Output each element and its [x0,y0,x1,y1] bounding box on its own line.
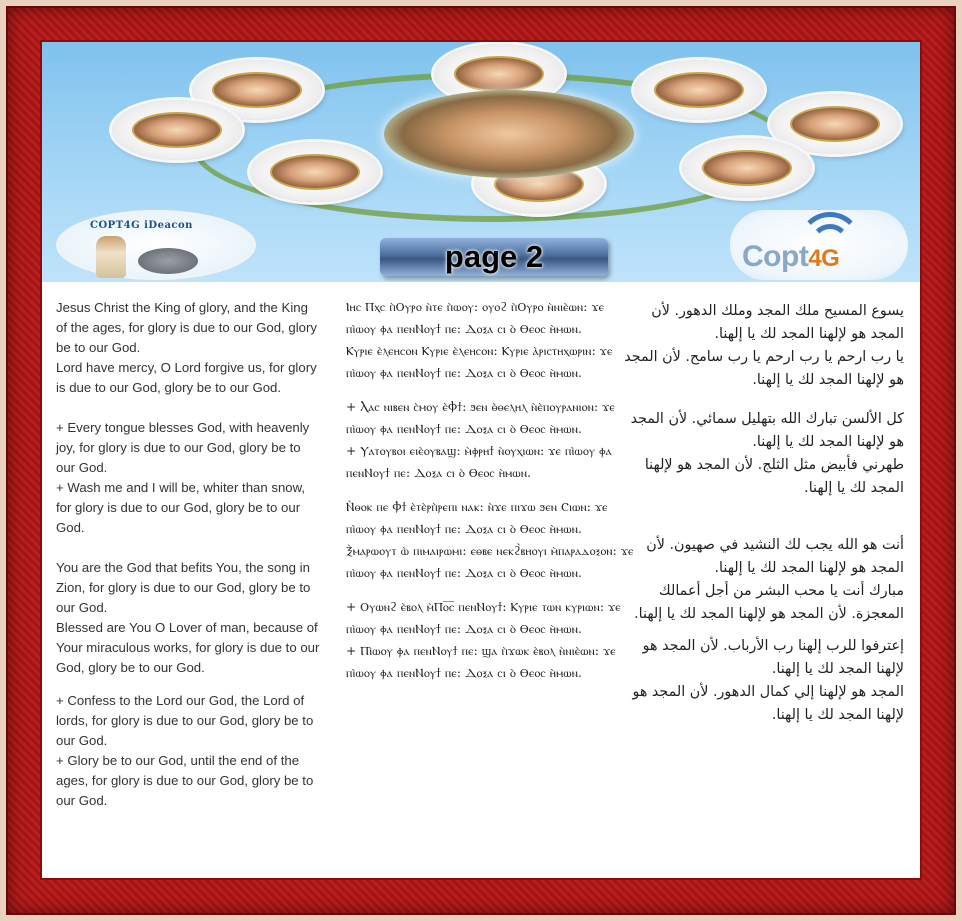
english-stanza: You are the God that befits You, the song in Zion, for glory is due to our God, glory be to our God. Blessed are You O Lover of man, because of Your miraculous works, for glory is due to our God, glory be to our God. [56,560,320,675]
header-banner [42,42,920,282]
coptic-stanza: + Ⲟⲩⲱⲛϩ ⲉ̀ⲃⲟⲗ ⲙ̀Ⲡⲟ̅ⲥ̅ ⲡⲉⲛⲚⲟⲩϯ: Ⲕⲩⲣⲓⲉ ⲧⲱⲛ ⲕⲩⲣⲓⲱⲛ: ϫⲉ ⲡⲓ̀ⲱⲟⲩ ⲫⲁ ⲡⲉⲛⲚⲟⲩϯ ⲡⲉ: Ⲇⲟⲝⲁ ⲥⲓ ⲟ̀ Ⲑⲉⲟⲥ ⲏ̀ⲙⲱⲛ. + Ⲡⲓ̀ⲱⲟⲩ ⲫⲁ ⲡⲉⲛⲚⲟⲩϯ ⲡⲉ: ϣⲁ ⲡ̀ϫⲱⲕ ⲉ̀ⲃⲟⲗ ⲛ̀ⲛⲓⲉ̀ⲱⲛ: ϫⲉ ⲡⲓ̀ⲱⲟⲩ ⲫⲁ ⲡⲉⲛⲚⲟⲩϯ ⲡⲉ: Ⲇⲟⲝⲁ ⲥⲓ ⲟ̀ Ⲑⲉⲟⲥ ⲏ̀ⲙⲱⲛ. [346,600,621,680]
censer-icon [138,248,198,274]
icon-medallion-flower [634,60,764,120]
english-stanza: + Every tongue blesses God, with heavenly joy, for glory is due to our God, glory be to our God. + Wash me and I will be, whiter than snow, for glory is due to our God, glory be to our God. [56,420,310,535]
english-column [56,298,320,811]
coptic-stanza: Ⲓⲏⲥ Ⲡⲭⲥ ⲡ̀Ⲟⲩⲣⲟ ⲛ̀ⲧⲉ ⲡ̀ⲱⲟⲩ: ⲟⲩⲟϩ ⲡ̀Ⲟⲩⲣⲟ ⲛ̀ⲛⲓⲉ̀ⲱⲛ: ϫⲉ ⲡⲓ̀ⲱⲟⲩ ⲫⲁ ⲡⲉⲛⲚⲟⲩϯ ⲡⲉ: Ⲇⲟⲝⲁ ⲥⲓ ⲟ̀ Ⲑⲉⲟⲥ ⲏ̀ⲙⲱⲛ. Ⲕⲩⲣⲓⲉ ⲉ̀ⲗⲉⲏⲥⲟⲛ Ⲕⲩⲣⲓⲉ ⲉ̀ⲗⲉⲏⲥⲟⲛ: Ⲕⲩⲣⲓⲉ ⲁ̀ⲣⲓⲥⲧⲏⲭⲱⲣⲓⲛ: ϫⲉ ⲡⲓ̀ⲱⲟⲩ ⲫⲁ ⲡⲉⲛⲚⲟⲩϯ ⲡⲉ: Ⲇⲟⲝⲁ ⲥⲓ ⲟ̀ Ⲑⲉⲟⲥ ⲏ̀ⲙⲱⲛ. [346,300,613,380]
logo-left-text: COPT4G iDeacon [90,220,193,231]
coptic-column [346,296,636,684]
logo-right-text: Copt4G [742,240,840,273]
icon-medallion-flower [112,100,242,160]
coptic-stanza: + Ⲗⲁⲥ ⲛⲓⲃⲉⲛ ⲥ̀ⲙⲟⲩ ⲉ̀Ⲫϯ: ϧⲉⲛ ⲑ̀ⲑⲉⲗⲏⲗ ⲛ̀ⲉ̀ⲡⲟⲩⲣⲁⲛⲓⲟⲛ: ϫⲉ ⲡⲓ̀ⲱⲟⲩ ⲫⲁ ⲡⲉⲛⲚⲟⲩϯ ⲡⲉ: Ⲇⲟⲝⲁ ⲥⲓ ⲟ̀ Ⲑⲉⲟⲥ ⲏ̀ⲙⲱⲛ. + Ⲩⲁⲧⲟⲩⲃⲟⲓ ⲉⲓⲉ̀ⲟⲩⲃⲁϣ: ⲙ̀ⲫⲣⲏϯ ⲛ̀ⲟⲩⲭⲓⲱⲛ: ϫⲉ ⲡⲓ̀ⲱⲟⲩ ⲫⲁ ⲡⲉⲛⲚⲟⲩϯ ⲡⲉ: Ⲇⲟⲝⲁ ⲥⲓ ⲟ̀ Ⲑⲉⲟⲥ ⲏ̀ⲙⲱⲛ. [346,400,615,480]
english-stanza: Jesus Christ the King of glory, and the King of the ages, for glory is due to our God, glory be to our God. Lord have mercy, O Lord forgive us, for glory is due to our God, glory be to our God. [56,300,317,395]
page-label: page 2 [444,239,544,274]
page-sheet [42,42,920,878]
copt4g-logo [730,210,908,280]
coptic-ideacon-logo [56,210,256,280]
deacon-figure-icon [96,236,126,278]
coptic-stanza: Ⲛ̀ⲑⲟⲕ ⲡⲉ Ⲫϯ ⲉ̀ⲧⲉ̀ⲣⲡ̀ⲣⲉⲡⲓ ⲛⲁⲕ: ⲛ̀ϫⲉ ⲡⲓϫⲱ ϧⲉⲛ Ⲥⲓⲱⲛ: ϫⲉ ⲡⲓ̀ⲱⲟⲩ ⲫⲁ ⲡⲉⲛⲚⲟⲩϯ ⲡⲉ: Ⲇⲟⲝⲁ ⲥⲓ ⲟ̀ Ⲑⲉⲟⲥ ⲏ̀ⲙⲱⲛ. Ⲝ̀ⲙⲁⲣⲱⲟⲩⲧ ⲱ̀ ⲡⲓⲙⲁⲓⲣⲱⲙⲓ: ⲉⲑⲃⲉ ⲛⲉⲕϩ̀ⲃⲏⲟⲩⲓ ⲙ̀ⲡⲁⲣⲁⲇⲟⲝⲟⲛ: ϫⲉ ⲡⲓ̀ⲱⲟⲩ ⲫⲁ ⲡⲉⲛⲚⲟⲩϯ ⲡⲉ: Ⲇⲟⲝⲁ ⲥⲓ ⲟ̀ Ⲑⲉⲟⲥ ⲏ̀ⲙⲱⲛ. [346,500,634,580]
page-label-badge [380,238,608,276]
arabic-stanza: يسوع المسيح ملك المجد وملك الدهور. لأن المجد هو لإلهنا المجد لك يا إلهنا. يا رب ارحم يا رب ارحم يا رب سامح. لأن المجد هو لإلهنا المجد لك يا إلهنا. [624,303,904,388]
icon-medallion-flower [250,142,380,202]
christ-icon [384,90,634,178]
arabic-stanza: إعترفوا للرب إلهنا رب الأرباب. لأن المجد هو لإلهنا المجد لك يا إلهنا. المجد هو لإلهنا إلي كمال الدهور. لأن المجد هو لإلهنا المجد لك يا إلهنا. [632,638,904,723]
arabic-stanza: أنت هو الله يجب لك النشيد في صهيون. لأن المجد هو لإلهنا المجد لك يا إلهنا. مبارك أنت يا محب البشر من أجل أعمالك المعجزة. لأن المجد هو لإلهنا المجد لك يا إلهنا. [634,537,904,622]
english-stanza: + Confess to the Lord our God, the Lord of lords, for glory is due to our God, glory be to our God. + Glory be to our God, until the end of the ages, for glory is due to our God, glory be to our God. [56,693,314,808]
icon-medallion-flower [682,138,812,198]
arabic-column [622,300,904,727]
arabic-stanza: كل الألسن تبارك الله بتهليل سمائي. لأن المجد هو لإلهنا المجد لك يا إلهنا. طهرني فأبيض مثل الثلج. لأن المجد هو لإلهنا المجد لك يا إلهنا. [630,411,904,496]
